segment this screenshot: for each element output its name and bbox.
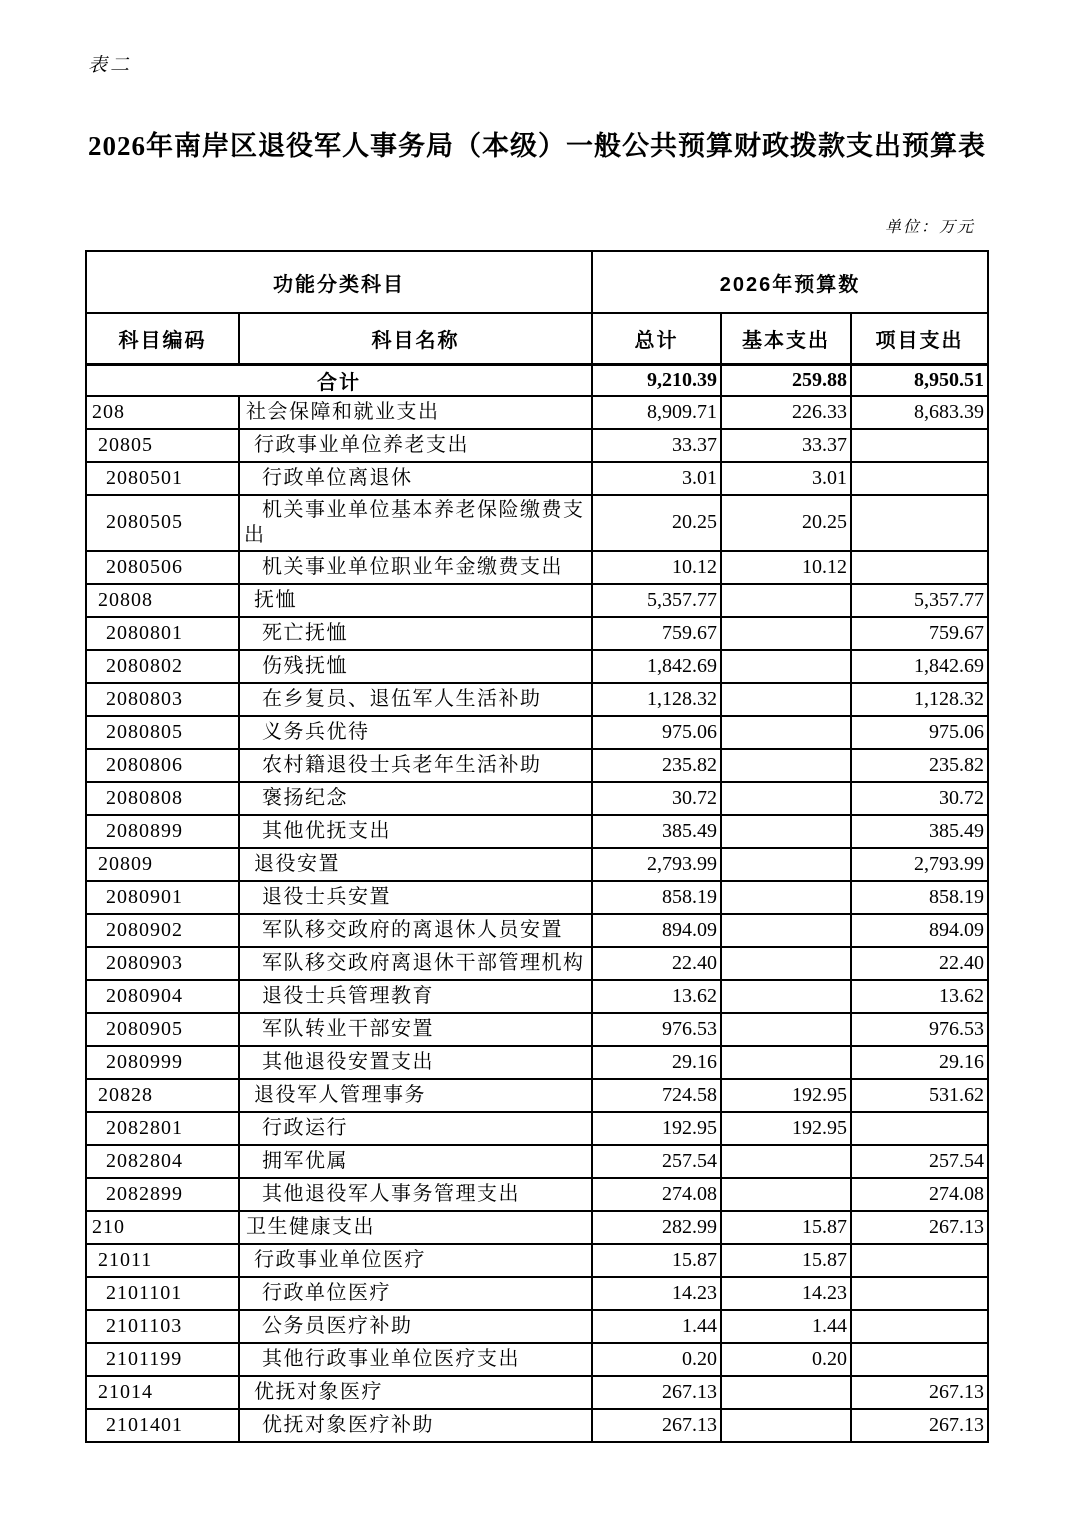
table-row [86, 1013, 988, 1046]
code-cell: 20808 [86, 584, 239, 617]
basic-cell [721, 815, 851, 848]
total-cell: 29.16 [592, 1046, 721, 1079]
name-cell: 行政事业单位医疗 [239, 1244, 592, 1277]
header-group-row [86, 251, 988, 313]
basic-cell [721, 617, 851, 650]
project-cell: 8,683.39 [851, 396, 988, 429]
table-row [86, 980, 988, 1013]
table-row [86, 1244, 988, 1277]
project-cell [851, 462, 988, 495]
total-cell: 1,128.32 [592, 683, 721, 716]
project-cell: 257.54 [851, 1145, 988, 1178]
basic-cell: 1.44 [721, 1310, 851, 1343]
table-row [86, 1112, 988, 1145]
code-cell: 2080899 [86, 815, 239, 848]
name-cell: 农村籍退役士兵老年生活补助 [239, 749, 592, 782]
table-row [86, 396, 988, 429]
name-cell: 其他行政事业单位医疗支出 [239, 1343, 592, 1376]
name-cell: 军队移交政府的离退休人员安置 [239, 914, 592, 947]
table-row [86, 947, 988, 980]
basic-cell: 192.95 [721, 1079, 851, 1112]
project-cell [851, 1112, 988, 1145]
table-row [86, 1145, 988, 1178]
table-row [86, 1079, 988, 1112]
code-cell: 2082801 [86, 1112, 239, 1145]
table-row [86, 617, 988, 650]
table-row [86, 551, 988, 584]
basic-cell [721, 980, 851, 1013]
header-col-basic: 基本支出 [721, 313, 851, 364]
table-row [86, 462, 988, 495]
code-cell: 2082899 [86, 1178, 239, 1211]
total-row-project-cell: 8,950.51 [851, 364, 988, 396]
name-cell: 退役安置 [239, 848, 592, 881]
basic-cell: 0.20 [721, 1343, 851, 1376]
basic-cell [721, 1145, 851, 1178]
table-row [86, 782, 988, 815]
basic-cell [721, 782, 851, 815]
project-cell: 235.82 [851, 749, 988, 782]
total-cell: 13.62 [592, 980, 721, 1013]
code-cell: 2080805 [86, 716, 239, 749]
total-row-basic-cell: 259.88 [721, 364, 851, 396]
name-cell: 行政运行 [239, 1112, 592, 1145]
name-cell: 优抚对象医疗补助 [239, 1409, 592, 1442]
total-cell: 894.09 [592, 914, 721, 947]
table-row [86, 914, 988, 947]
total-row-total-cell: 9,210.39 [592, 364, 721, 396]
table-row [86, 1343, 988, 1376]
name-cell: 退役士兵管理教育 [239, 980, 592, 1013]
code-cell: 2080901 [86, 881, 239, 914]
name-cell: 退役士兵安置 [239, 881, 592, 914]
table-row [86, 495, 988, 551]
total-cell: 5,357.77 [592, 584, 721, 617]
header-group-budget: 2026年预算数 [592, 251, 988, 313]
code-cell: 2080904 [86, 980, 239, 1013]
total-cell: 976.53 [592, 1013, 721, 1046]
table-row [86, 815, 988, 848]
basic-cell [721, 749, 851, 782]
total-cell: 1,842.69 [592, 650, 721, 683]
basic-cell [721, 1376, 851, 1409]
code-cell: 2101199 [86, 1343, 239, 1376]
project-cell: 1,842.69 [851, 650, 988, 683]
name-cell: 社会保障和就业支出 [239, 396, 592, 429]
name-cell: 机关事业单位基本养老保险缴费支出 [239, 495, 592, 551]
project-cell: 759.67 [851, 617, 988, 650]
code-cell: 2101103 [86, 1310, 239, 1343]
project-cell: 2,793.99 [851, 848, 988, 881]
basic-cell: 15.87 [721, 1211, 851, 1244]
code-cell: 2101101 [86, 1277, 239, 1310]
project-cell: 29.16 [851, 1046, 988, 1079]
table-row [86, 1178, 988, 1211]
table-row [86, 1310, 988, 1343]
code-cell: 2080808 [86, 782, 239, 815]
table-row [86, 1376, 988, 1409]
name-cell: 拥军优属 [239, 1145, 592, 1178]
project-cell: 274.08 [851, 1178, 988, 1211]
unit-note: 单位：万元 [884, 219, 975, 236]
project-cell: 5,357.77 [851, 584, 988, 617]
total-cell: 3.01 [592, 462, 721, 495]
project-cell: 267.13 [851, 1409, 988, 1442]
header-col-total: 总计 [592, 313, 721, 364]
project-cell [851, 495, 988, 551]
total-cell: 0.20 [592, 1343, 721, 1376]
total-cell: 22.40 [592, 947, 721, 980]
code-cell: 20809 [86, 848, 239, 881]
project-cell [851, 1277, 988, 1310]
total-cell: 192.95 [592, 1112, 721, 1145]
name-cell: 行政单位医疗 [239, 1277, 592, 1310]
name-cell: 退役军人管理事务 [239, 1079, 592, 1112]
code-cell: 2080905 [86, 1013, 239, 1046]
basic-cell: 3.01 [721, 462, 851, 495]
basic-cell: 14.23 [721, 1277, 851, 1310]
code-cell: 2080801 [86, 617, 239, 650]
basic-cell: 33.37 [721, 429, 851, 462]
name-cell: 义务兵优待 [239, 716, 592, 749]
name-cell: 其他优抚支出 [239, 815, 592, 848]
total-cell: 33.37 [592, 429, 721, 462]
basic-cell [721, 947, 851, 980]
code-cell: 2101401 [86, 1409, 239, 1442]
project-cell: 976.53 [851, 1013, 988, 1046]
total-row-label: 合计 [86, 364, 592, 396]
total-cell: 724.58 [592, 1079, 721, 1112]
header-col-code: 科目编码 [86, 313, 239, 364]
project-cell: 22.40 [851, 947, 988, 980]
project-cell: 267.13 [851, 1211, 988, 1244]
code-cell: 2080505 [86, 495, 239, 551]
total-row [86, 364, 988, 396]
name-cell: 优抚对象医疗 [239, 1376, 592, 1409]
total-cell: 8,909.71 [592, 396, 721, 429]
project-cell: 13.62 [851, 980, 988, 1013]
total-cell: 385.49 [592, 815, 721, 848]
project-cell: 1,128.32 [851, 683, 988, 716]
table-row [86, 716, 988, 749]
basic-cell [721, 650, 851, 683]
project-cell: 975.06 [851, 716, 988, 749]
project-cell [851, 551, 988, 584]
table-row [86, 584, 988, 617]
code-cell: 2080902 [86, 914, 239, 947]
header-column-row [86, 313, 988, 364]
page-title: 2026年南岸区退役军人事务局（本级）一般公共预算财政拨款支出预算表 [88, 131, 986, 161]
name-cell: 在乡复员、退伍军人生活补助 [239, 683, 592, 716]
total-cell: 20.25 [592, 495, 721, 551]
total-cell: 30.72 [592, 782, 721, 815]
table-row [86, 881, 988, 914]
code-cell: 21011 [86, 1244, 239, 1277]
basic-cell [721, 584, 851, 617]
header-col-project: 项目支出 [851, 313, 988, 364]
code-cell: 2080999 [86, 1046, 239, 1079]
total-cell: 15.87 [592, 1244, 721, 1277]
table-row [86, 1211, 988, 1244]
total-cell: 858.19 [592, 881, 721, 914]
header-group-function: 功能分类科目 [86, 251, 592, 313]
code-cell: 2082804 [86, 1145, 239, 1178]
corner-label: 表二 [88, 55, 133, 76]
table-row [86, 650, 988, 683]
table-row [86, 1277, 988, 1310]
code-cell: 2080506 [86, 551, 239, 584]
project-cell [851, 1310, 988, 1343]
project-cell: 267.13 [851, 1376, 988, 1409]
code-cell: 2080803 [86, 683, 239, 716]
basic-cell [721, 881, 851, 914]
name-cell: 其他退役安置支出 [239, 1046, 592, 1079]
code-cell: 20828 [86, 1079, 239, 1112]
name-cell: 伤残抚恤 [239, 650, 592, 683]
basic-cell [721, 1046, 851, 1079]
basic-cell [721, 848, 851, 881]
name-cell: 抚恤 [239, 584, 592, 617]
project-cell: 858.19 [851, 881, 988, 914]
basic-cell [721, 914, 851, 947]
project-cell [851, 429, 988, 462]
table-row [86, 683, 988, 716]
table-row [86, 749, 988, 782]
table-row [86, 1409, 988, 1442]
basic-cell [721, 716, 851, 749]
basic-cell: 20.25 [721, 495, 851, 551]
project-cell: 30.72 [851, 782, 988, 815]
name-cell: 行政事业单位养老支出 [239, 429, 592, 462]
name-cell: 其他退役军人事务管理支出 [239, 1178, 592, 1211]
budget-table [85, 250, 989, 1443]
basic-cell [721, 1178, 851, 1211]
basic-cell: 10.12 [721, 551, 851, 584]
total-cell: 257.54 [592, 1145, 721, 1178]
table-row [86, 848, 988, 881]
total-cell: 267.13 [592, 1376, 721, 1409]
code-cell: 2080802 [86, 650, 239, 683]
basic-cell: 226.33 [721, 396, 851, 429]
project-cell: 894.09 [851, 914, 988, 947]
name-cell: 褒扬纪念 [239, 782, 592, 815]
code-cell: 21014 [86, 1376, 239, 1409]
total-cell: 10.12 [592, 551, 721, 584]
code-cell: 2080903 [86, 947, 239, 980]
code-cell: 20805 [86, 429, 239, 462]
code-cell: 2080806 [86, 749, 239, 782]
basic-cell [721, 683, 851, 716]
project-cell [851, 1244, 988, 1277]
total-cell: 267.13 [592, 1409, 721, 1442]
name-cell: 公务员医疗补助 [239, 1310, 592, 1343]
project-cell: 385.49 [851, 815, 988, 848]
name-cell: 死亡抚恤 [239, 617, 592, 650]
total-cell: 1.44 [592, 1310, 721, 1343]
basic-cell: 15.87 [721, 1244, 851, 1277]
total-cell: 759.67 [592, 617, 721, 650]
basic-cell: 192.95 [721, 1112, 851, 1145]
total-cell: 2,793.99 [592, 848, 721, 881]
name-cell: 军队转业干部安置 [239, 1013, 592, 1046]
total-cell: 274.08 [592, 1178, 721, 1211]
basic-cell [721, 1013, 851, 1046]
code-cell: 210 [86, 1211, 239, 1244]
code-cell: 208 [86, 396, 239, 429]
code-cell: 2080501 [86, 462, 239, 495]
project-cell: 531.62 [851, 1079, 988, 1112]
header-col-name: 科目名称 [239, 313, 592, 364]
basic-cell [721, 1409, 851, 1442]
name-cell: 机关事业单位职业年金缴费支出 [239, 551, 592, 584]
total-cell: 975.06 [592, 716, 721, 749]
total-cell: 282.99 [592, 1211, 721, 1244]
table-row [86, 429, 988, 462]
total-cell: 14.23 [592, 1277, 721, 1310]
name-cell: 行政单位离退休 [239, 462, 592, 495]
project-cell [851, 1343, 988, 1376]
total-cell: 235.82 [592, 749, 721, 782]
table-row [86, 1046, 988, 1079]
name-cell: 军队移交政府离退休干部管理机构 [239, 947, 592, 980]
name-cell: 卫生健康支出 [239, 1211, 592, 1244]
